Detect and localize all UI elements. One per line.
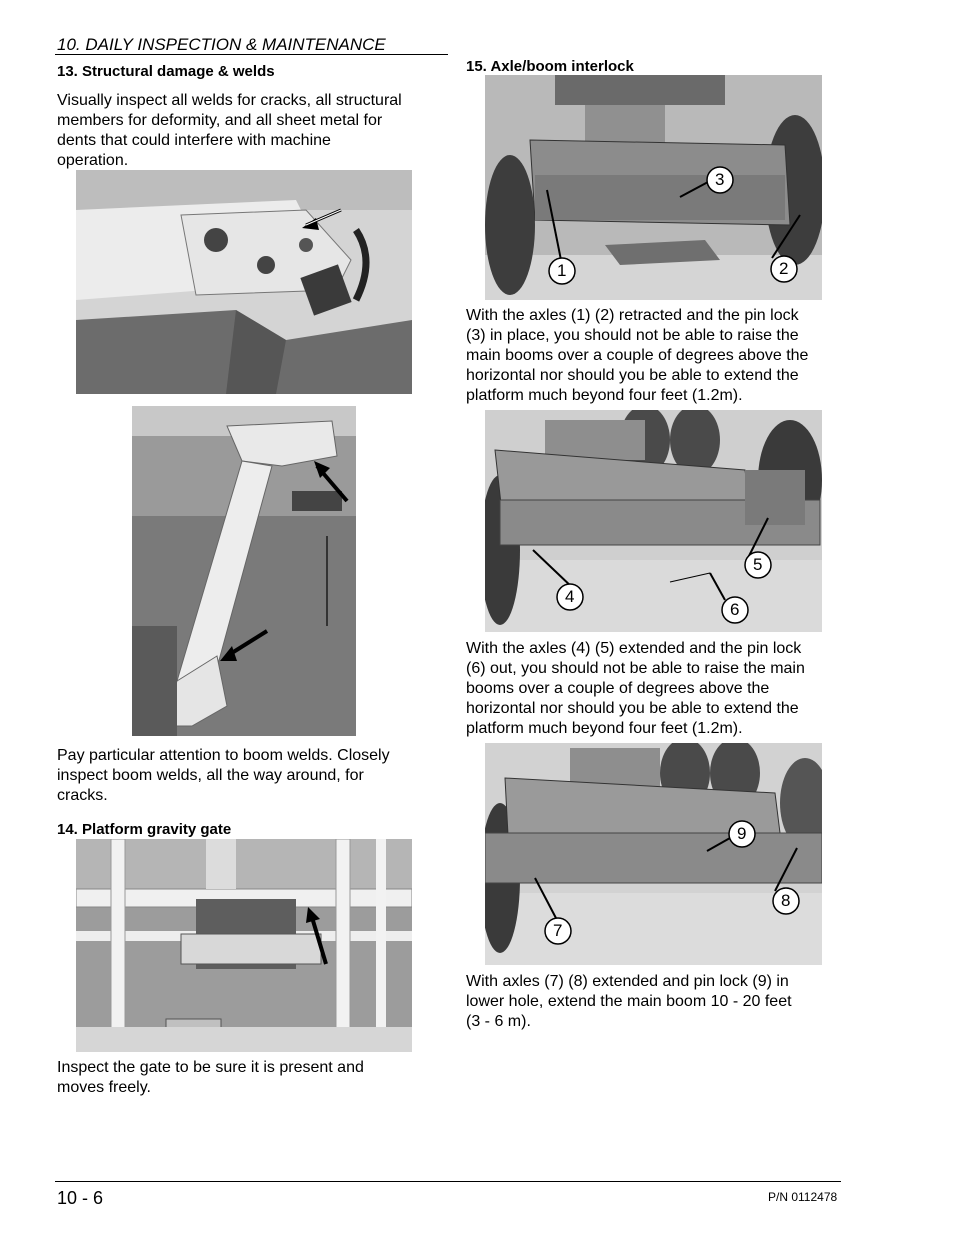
footer-rule — [55, 1181, 841, 1182]
callout-2: 2 — [779, 259, 789, 278]
text-line: Inspect the gate to be sure it is present and — [57, 1059, 364, 1076]
callout-4: 4 — [565, 587, 575, 606]
photo-boom-arm — [132, 406, 356, 736]
heading-platform-gravity-gate: 14. Platform gravity gate — [57, 821, 232, 838]
text-line: horizontal nor should you be able to extend the — [466, 367, 799, 384]
callout-leaders-top — [485, 75, 822, 300]
paragraph-axles-retracted — [466, 306, 808, 406]
heading-axle-boom-interlock: 15. Axle/boom interlock — [466, 58, 634, 75]
text-line: operation. — [57, 152, 129, 169]
text-line: With the axles (4) (5) extended and the pin lock — [466, 640, 802, 657]
callout-3: 3 — [715, 170, 725, 189]
text-line: platform much beyond four feet (1.2m). — [466, 387, 743, 404]
page-number: 10 - 6 — [57, 1188, 104, 1208]
text-line: moves freely. — [57, 1079, 151, 1096]
paragraph-axles-extended — [466, 639, 805, 739]
text-line: cracks. — [57, 787, 108, 804]
text-line: Pay particular attention to boom welds. Closely — [57, 747, 390, 764]
callout-leaders-bottom — [485, 743, 822, 965]
text-line: (6) out, you should not be able to raise the main — [466, 660, 805, 677]
text-line: dents that could interfere with machine — [57, 132, 331, 149]
callout-8: 8 — [781, 891, 791, 910]
header-rule — [55, 54, 448, 55]
text-line: lower hole, extend the main boom 10 - 20 feet — [466, 993, 792, 1010]
photo-platform-gate — [76, 839, 412, 1052]
paragraph-structural-inspect — [57, 91, 402, 171]
text-line: With axles (7) (8) extended and pin lock (9) in — [466, 973, 789, 990]
text-line: main booms over a couple of degrees above the — [466, 347, 809, 364]
text-line: With the axles (1) (2) retracted and the pin lock — [466, 307, 799, 324]
text-line: (3 - 6 m). — [466, 1013, 531, 1030]
paragraph-boom-welds — [57, 746, 390, 806]
part-number: P/N 0112478 — [768, 1190, 838, 1204]
callout-6: 6 — [730, 600, 740, 619]
callout-9: 9 — [737, 824, 747, 843]
paragraph-gate-inspect — [57, 1058, 364, 1098]
callout-5: 5 — [753, 555, 763, 574]
photo-boom-weld-detail — [76, 170, 412, 394]
text-line: platform much beyond four feet (1.2m). — [466, 720, 743, 737]
text-line: horizontal nor should you be able to extend the — [466, 700, 799, 717]
heading-structural-damage: 13. Structural damage & welds — [57, 63, 275, 80]
callout-7: 7 — [553, 921, 563, 940]
text-line: booms over a couple of degrees above the — [466, 680, 770, 697]
text-line: (3) in place, you should not be able to raise the — [466, 327, 799, 344]
section-header: 10. DAILY INSPECTION & MAINTENANCE — [57, 35, 386, 54]
text-line: members for deformity, and all sheet metal for — [57, 112, 383, 129]
text-line: Visually inspect all welds for cracks, all structural — [57, 92, 402, 109]
callout-1: 1 — [557, 261, 567, 280]
paragraph-pin-lower-hole — [466, 972, 792, 1032]
text-line: inspect boom welds, all the way around, for — [57, 767, 364, 784]
callout-leaders-middle — [485, 410, 822, 632]
